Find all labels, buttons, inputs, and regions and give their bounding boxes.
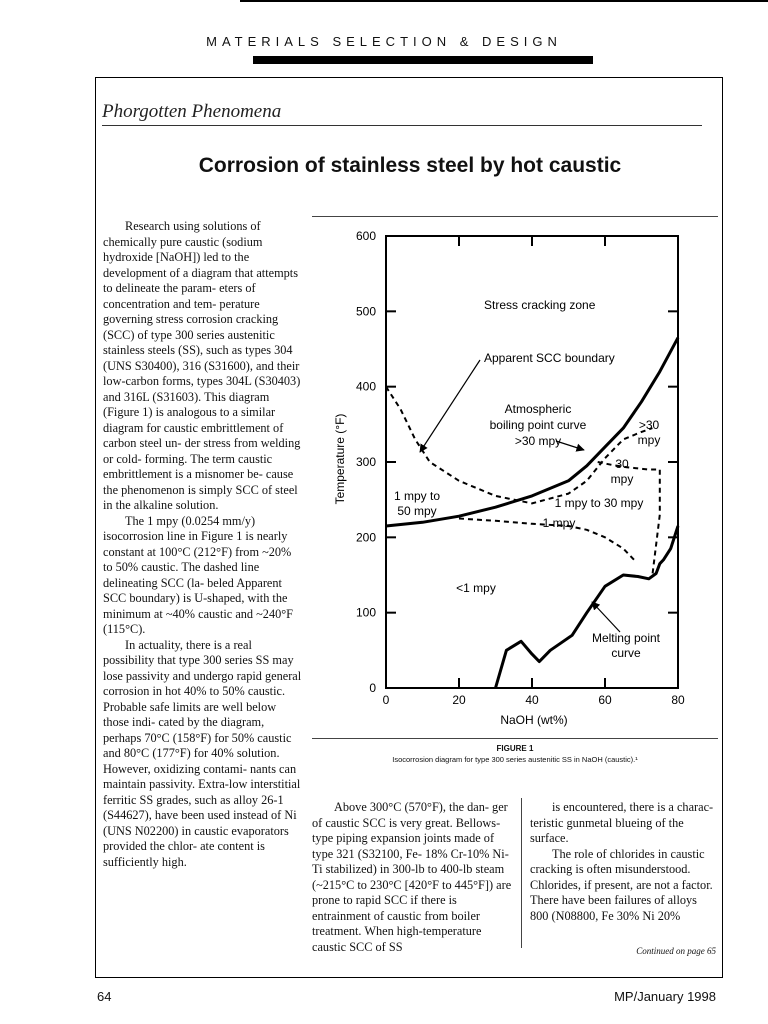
paragraph: Research using solutions of chemically pure caustic (sodium hydroxide [NaOH]) led to the development of a diagram that attempts to delineate the param- eters of concentration and tem- perature governing stress corrosion cracking (SCC) of type 300 series austenitic stainless steels (SS), such as types 304 (UNS S30400), 316 (S31600), and their low-carbon forms, types 304L (S30403) and 316L (S31603). This diagram (Figure 1) is analogous to a similar diagram for caustic embrittlement of carbon steel un- der stress from welding or cold- forming. The term caustic embrittlement is a misnomer be- cause the phenomenon is simply SCC of steel in the alkaline solution.	[103, 219, 301, 512]
y-tick-label: 0	[369, 681, 376, 695]
x-tick-label: 40	[525, 693, 539, 707]
y-tick-label: 600	[355, 229, 376, 243]
y-tick-label: 300	[355, 455, 376, 469]
annotation-boiling-point: boiling point curve	[489, 418, 587, 432]
top-rule	[240, 0, 768, 2]
y-tick-label: 400	[355, 379, 376, 394]
body-column-3	[530, 800, 716, 924]
y-tick-label: 100	[355, 605, 376, 620]
x-tick-label: 20	[452, 693, 466, 707]
paragraph: is encountered, there is a charac- teristic gunmetal blueing of the surface.	[530, 800, 714, 845]
paragraph: In actuality, there is a real possibility that type 300 series SS may lose passivity and undergo rapid general corrosion in hot 40% to 50% caustic. Probable safe limits are well below those indi- cated by the diagram, perhaps 70°C (158°F) for 50% caustic and 80°C (177°F) for 40% solution. However, oxidizing contami- nants can maintain passivity. Extra-low interstitial ferritic SS grades, such as alloy 26-1 (S44627), have been used instead of Ni (UNS N02200) in caustic evaporators provided the chlor- ate content is sufficiently high.	[103, 637, 302, 869]
isocorrosion-diagram	[312, 222, 718, 738]
x-axis-label: NaOH (wt%)	[500, 713, 568, 727]
annotation-stress-zone: Stress cracking zone	[484, 298, 596, 312]
annotation-atmospheric: Atmospheric	[504, 402, 572, 416]
x-tick-label: 80	[671, 693, 685, 707]
annotation-gt30: >30	[638, 418, 660, 432]
annotation-melting-point: Melting point	[591, 631, 661, 645]
figure-caption: Isocorrosion diagram for type 300 series austenitic SS in NaOH (caustic).¹	[392, 755, 638, 764]
paragraph: The role of chlorides in caustic cracking is often misunderstood. Chlorides, if present, are not a factor. There have been failures of alloys 800 (N08800, Fe 30% Ni 20%	[530, 846, 713, 923]
column-rule	[102, 125, 702, 126]
figure-top-rule	[312, 216, 718, 217]
header-bar	[253, 56, 593, 64]
section-header: MATERIALS SELECTION & DESIGN	[206, 34, 562, 49]
y-axis-label: Temperature (°F)	[333, 413, 347, 505]
annotation-30: 30	[615, 457, 629, 471]
body-column-2	[312, 800, 514, 955]
annotation-1-to-50: 1 mpy to	[393, 489, 441, 503]
annotation-melting-curve: curve	[611, 646, 641, 660]
paragraph: The 1 mpy (0.0254 mm/y) isocorrosion line in Figure 1 is nearly constant at 100°C (212°F) from ~20% to 50% caustic. The dashed line delineating SCC (la- beled Apparent SCC boundary) is U-shaped, with the minimum at ~40% caustic and ~240°F (115°C).	[103, 513, 294, 636]
column-divider	[521, 798, 522, 948]
annotation-lt1-mpy: <1 mpy	[456, 581, 496, 595]
annotation-30-mpy: mpy	[610, 472, 634, 486]
series-melting-point-curve	[496, 526, 679, 688]
page-number: 64	[97, 989, 112, 1004]
annotation-gt30-mpy-inline: >30 mpy	[514, 434, 562, 448]
x-tick-label: 60	[598, 693, 612, 707]
annotation-1-to-30: 1 mpy to 30 mpy	[554, 496, 644, 510]
leader-melting-point	[592, 602, 620, 632]
paragraph: Above 300°C (570°F), the dan- ger of caustic SCC is very great. Bellows-type piping expansion joints made of type 321 (S32100, Fe- 18% Cr-10% Ni-Ti stabilized) in 300-lb to 400-lb steam (~215°C to 230°C [420°F to 445°F]) are prone to rapid SCC if there is entrainment of caustic from boiler treatment. When high-temperature caustic SCC of SS	[312, 800, 512, 954]
x-tick-label: 0	[382, 693, 390, 707]
body-column-1	[103, 219, 303, 870]
figure-label: FIGURE 1	[496, 744, 534, 753]
article-title: Corrosion of stainless steel by hot caustic	[198, 154, 622, 177]
annotation-1-mpy: 1 mpy	[542, 516, 576, 530]
leader-scc-boundary	[420, 360, 480, 452]
continued-note: Continued on page 65	[636, 946, 716, 956]
figure-bottom-rule	[312, 738, 718, 739]
issue-info: MP/January 1998	[614, 989, 716, 1004]
annotation-scc-boundary: Apparent SCC boundary	[484, 351, 615, 365]
column-title: Phorgotten Phenomena	[102, 101, 282, 122]
annotation-50-mpy: 50 mpy	[397, 504, 437, 518]
y-tick-label: 500	[355, 304, 376, 319]
annotation-gt30-mpy: mpy	[637, 433, 661, 447]
y-tick-label: 200	[355, 530, 376, 545]
